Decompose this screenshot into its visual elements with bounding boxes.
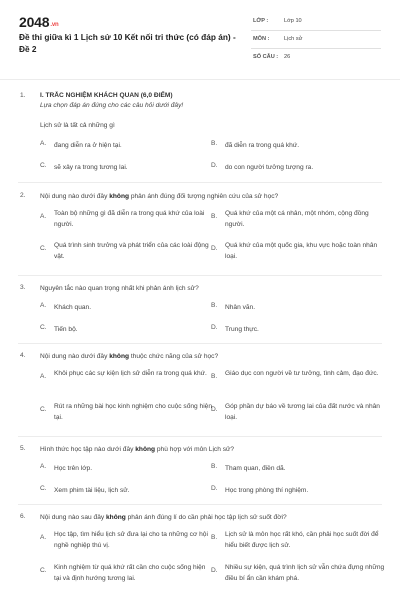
- option-text: Nhiều sự kiện, quá trình lịch sử vẫn chứa đựng những điều bí ẩn cần khám phá.: [225, 564, 385, 582]
- option-text: Tham quan, điền dã.: [225, 465, 286, 472]
- option-letter: C.: [40, 485, 47, 492]
- option-text: Giáo dục con người về tư tưởng, tình cảm, đạo đức.: [225, 370, 379, 377]
- question-text: Hình thức học tập nào dưới đây không phù hợp với môn Lịch sử?: [40, 446, 235, 453]
- option-letter: D.: [211, 162, 218, 169]
- option-text: Rút ra những bài học kinh nghiệm cho cuộc sống hiện tại.: [54, 403, 213, 421]
- question-divider: [18, 182, 382, 183]
- option-text: Trung thực.: [225, 326, 259, 333]
- meta-value: 26: [284, 54, 291, 60]
- option-text: Toàn bộ những gì đã diễn ra trong quá khứ của loài người.: [54, 210, 205, 228]
- option-text: đang diễn ra ở hiện tại.: [54, 142, 122, 149]
- option-letter: C.: [40, 245, 47, 252]
- option-text: Quá khứ của một quốc gia, khu vực hoặc toàn nhân loại.: [225, 242, 378, 260]
- question-divider: [18, 343, 382, 344]
- question-number: 6.: [20, 513, 26, 520]
- option-text: Khách quan.: [54, 304, 92, 311]
- option-letter: B.: [211, 213, 218, 220]
- meta-row-grade: [251, 13, 381, 31]
- option-letter: D.: [211, 245, 218, 252]
- option-letter: D.: [211, 567, 218, 574]
- option-letter: C.: [40, 567, 47, 574]
- option-text: Khôi phục các sự kiện lịch sử diễn ra trong quá khứ.: [54, 370, 207, 377]
- option-text: Lịch sử là môn học rất khó, cần phải học suốt đời để hiểu biết được lịch sử.: [225, 531, 379, 549]
- question-text: Nội dung nào dưới đây không thuộc chức năng của sử học?: [40, 353, 219, 360]
- option-letter: A.: [40, 140, 47, 147]
- header-divider: [0, 79, 400, 80]
- question-number: 5.: [20, 445, 26, 452]
- option-letter: D.: [211, 324, 218, 331]
- option-text: Xem phim tài liệu, lịch sử.: [54, 487, 130, 494]
- section-title: I. TRẮC NGHIỆM KHÁCH QUAN (6,0 ĐIỂM): [40, 92, 173, 99]
- option-letter: B.: [211, 140, 218, 147]
- question-number: 1.: [20, 92, 26, 99]
- option-letter: B.: [211, 534, 218, 541]
- option-text: sẽ xảy ra trong tương lai.: [54, 164, 128, 171]
- exam-meta: [251, 13, 381, 66]
- option-text: Học trong phòng thí nghiệm.: [225, 487, 309, 494]
- question-text: Nội dung nào sau đây không phản ánh đúng lí do cần phải học tập lịch sử suốt đời?: [40, 514, 287, 521]
- question-stem: Lịch sử là tất cả những gì: [40, 122, 115, 129]
- option-text: do con người tưởng tượng ra.: [225, 164, 314, 171]
- meta-value: Lớp 10: [284, 18, 302, 24]
- option-text: Góp phần dự báo về tương lai của đất nước và nhân loại.: [225, 403, 380, 421]
- option-letter: A.: [40, 213, 47, 220]
- option-text: đã diễn ra trong quá khứ.: [225, 142, 300, 149]
- question-text: Nguyên tắc nào quan trọng nhất khi phản ánh lịch sử?: [40, 285, 199, 292]
- option-letter: C.: [40, 406, 47, 413]
- meta-row-count: [251, 49, 381, 66]
- meta-row-subject: [251, 31, 381, 49]
- option-letter: D.: [211, 485, 218, 492]
- option-text: Học tập, tìm hiểu lịch sử đưa lại cho ta những cơ hội nghề nghiệp thú vị.: [54, 531, 208, 549]
- question-number: 3.: [20, 284, 26, 291]
- question-text: Nội dung nào dưới đây không phản ánh đúng đối tượng nghiên cứu của sử học?: [40, 193, 279, 200]
- option-letter: B.: [211, 463, 218, 470]
- option-text: Quá khứ của một cá nhân, một nhóm, cộng đồng người.: [225, 210, 369, 228]
- question-divider: [18, 504, 382, 505]
- meta-label: SỐ CÂU :: [253, 54, 279, 60]
- option-letter: A.: [40, 463, 47, 470]
- section-subtitle: Lựa chọn đáp án đúng cho các câu hỏi dưới đây!: [40, 102, 184, 109]
- option-letter: A.: [40, 373, 47, 380]
- option-text: Quá trình sinh trưởng và phát triển của các loài động vật.: [54, 242, 209, 260]
- meta-label: LỚP :: [253, 18, 269, 24]
- option-text: Học trên lớp.: [54, 465, 93, 472]
- option-letter: B.: [211, 302, 218, 309]
- question-divider: [18, 275, 382, 276]
- question-divider: [18, 436, 382, 437]
- option-letter: B.: [211, 373, 218, 380]
- meta-label: MÔN :: [253, 36, 270, 42]
- option-letter: C.: [40, 162, 47, 169]
- option-letter: A.: [40, 302, 47, 309]
- option-letter: C.: [40, 324, 47, 331]
- option-letter: A.: [40, 534, 47, 541]
- exam-title: Đề thi giữa kì 1 Lịch sử 10 Kết nối tri thức (có đáp án) - Đề 2: [19, 32, 236, 54]
- site-logo[interactable]: 2048.vn: [19, 14, 59, 30]
- meta-value: Lịch sử: [284, 36, 303, 42]
- page-header: [0, 0, 400, 82]
- question-number: 2.: [20, 192, 26, 199]
- question-number: 4.: [20, 352, 26, 359]
- option-text: Nhân văn.: [225, 304, 256, 311]
- option-text: Tiến bộ.: [54, 326, 78, 333]
- option-text: Kinh nghiệm từ quá khứ rất cần cho cuộc sống hiện tại và định hướng tương lai.: [54, 564, 206, 582]
- option-letter: D.: [211, 406, 218, 413]
